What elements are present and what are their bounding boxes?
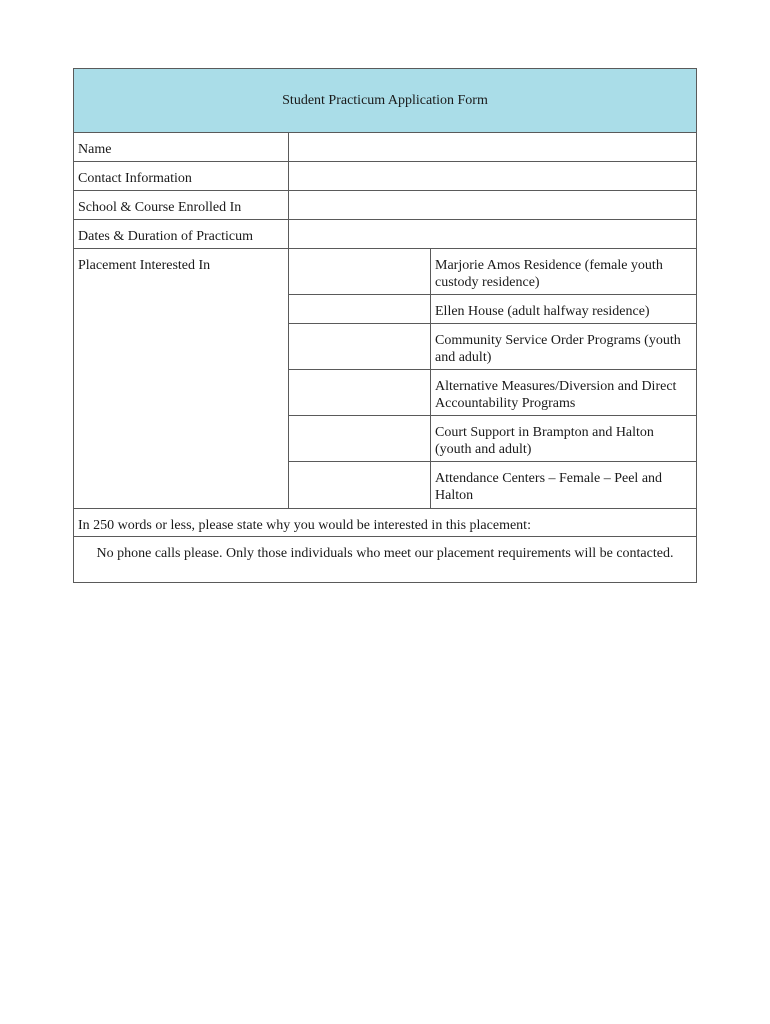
placement-option	[289, 370, 696, 416]
field-row-school	[74, 191, 696, 220]
field-label-school: School & Course Enrolled In	[74, 191, 289, 219]
placement-option	[289, 249, 696, 295]
field-label-contact: Contact Information	[74, 162, 289, 190]
placement-select-cell[interactable]	[289, 462, 431, 508]
name-field[interactable]	[289, 133, 696, 161]
placement-select-cell[interactable]	[289, 370, 431, 415]
application-form	[73, 68, 697, 583]
placement-option-label: Ellen House (adult halfway residence)	[435, 304, 650, 319]
placement-option	[289, 295, 696, 324]
placement-option-label: Attendance Centers – Female – Peel and Halton	[435, 471, 663, 503]
field-row-name	[74, 133, 696, 162]
dates-duration-field[interactable]	[289, 220, 696, 248]
placement-select-cell[interactable]	[289, 324, 431, 369]
placement-select-cell[interactable]	[289, 249, 431, 294]
placement-option	[289, 462, 696, 508]
placement-option	[289, 416, 696, 462]
interest-prompt: In 250 words or less, please state why you would be interested in this placement:	[74, 509, 696, 537]
placement-option-label: Court Support in Brampton and Halton (youth and adult)	[435, 425, 654, 457]
form-title: Student Practicum Application Form	[282, 92, 488, 108]
field-label-dates: Dates & Duration of Practicum	[74, 220, 289, 248]
school-course-field[interactable]	[289, 191, 696, 219]
field-row-contact	[74, 162, 696, 191]
contact-information-field[interactable]	[289, 162, 696, 190]
placement-option-label: Community Service Order Programs (youth and adult)	[435, 333, 681, 365]
placement-option	[289, 324, 696, 370]
placement-label: Placement Interested In	[74, 249, 289, 508]
contact-note: No phone calls please. Only those individuals who meet our placement requirements will be contacted.	[96, 546, 674, 561]
placement-select-cell[interactable]	[289, 416, 431, 461]
placement-option-label: Alternative Measures/Diversion and Direct Accountability Programs	[435, 379, 677, 411]
placement-option-label: Marjorie Amos Residence (female youth custody residence)	[435, 258, 663, 290]
placement-select-cell[interactable]	[289, 295, 431, 323]
placement-section	[74, 249, 696, 509]
placement-options	[289, 249, 696, 508]
form-title-row	[74, 69, 696, 133]
field-label-name: Name	[74, 133, 289, 161]
field-row-dates	[74, 220, 696, 249]
